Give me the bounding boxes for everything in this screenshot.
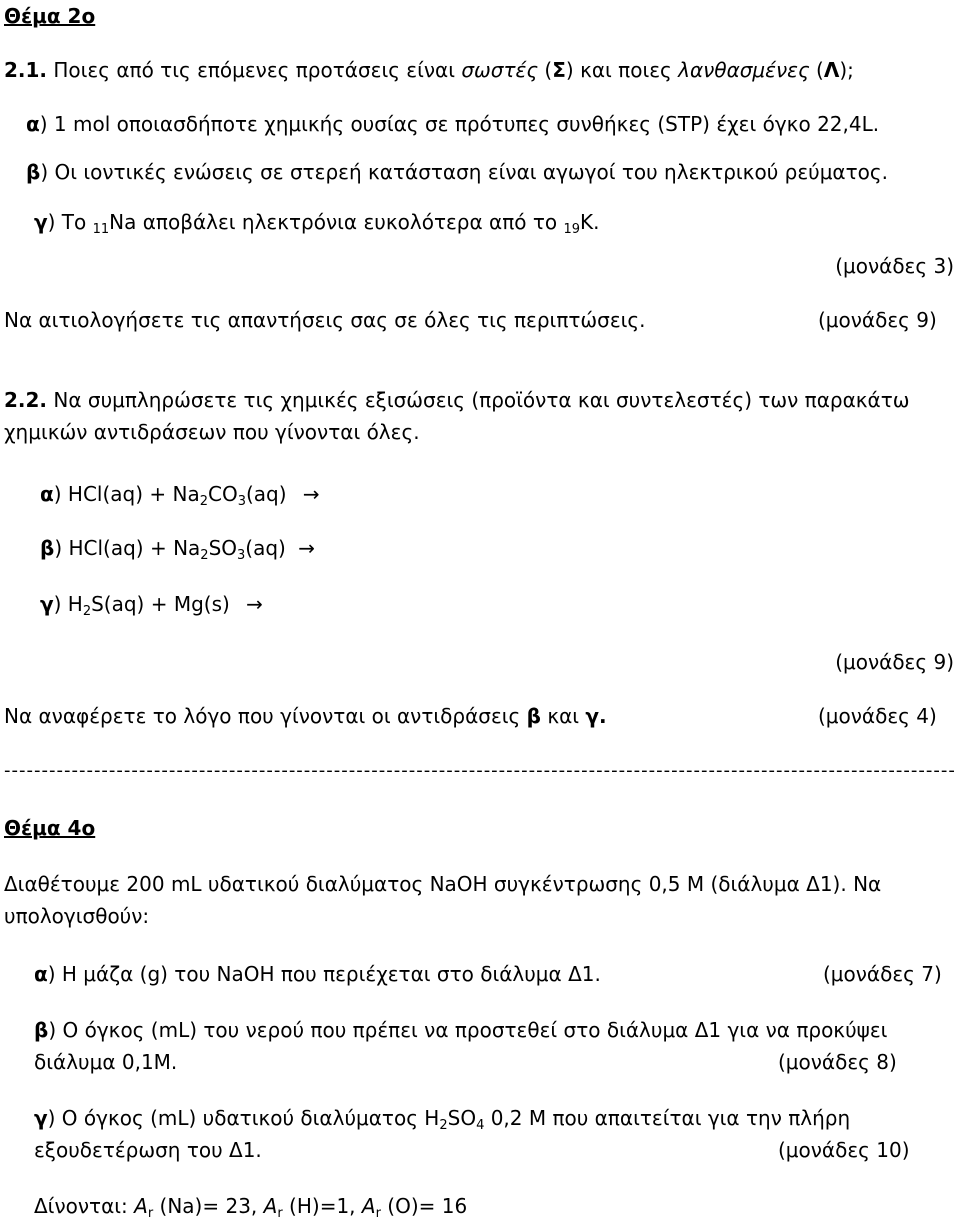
- equation-g-part2: S(aq) + Mg(s): [91, 592, 230, 616]
- equation-a-part1: ) HCl(aq) + Na: [53, 482, 200, 506]
- item-g-text-b: Na αποβάλει ηλεκτρόνια ευκολότερα από το: [109, 210, 564, 234]
- question-4g-line1: [34, 1106, 850, 1134]
- question-2-1-number: 2.1.: [4, 58, 48, 82]
- question-2-2-number: 2.2.: [4, 388, 48, 412]
- question-2-1-text-d: (: [809, 58, 824, 82]
- ar-symbol: A: [263, 1194, 278, 1218]
- equation-g-sub1: 2: [82, 604, 92, 619]
- question-2-2-line1: [4, 388, 910, 412]
- ar-subscript: r: [375, 1206, 381, 1221]
- reaction-arrow-icon: →: [298, 536, 315, 560]
- item-a: [26, 112, 879, 136]
- reaction-arrow-icon: →: [246, 592, 263, 616]
- item-b: [26, 160, 888, 184]
- equation-a-sub2: 3: [237, 494, 246, 509]
- question-4a-text: ) Η μάζα (g) του NaOH που περιέχεται στο διάλυμα Δ1.: [47, 962, 601, 986]
- reason-text-a: Να αναφέρετε το λόγο που γίνονται οι αντιδράσεις: [4, 704, 527, 728]
- question-2-1-text-b: (: [538, 58, 553, 82]
- given-o: (O)= 16: [380, 1194, 468, 1218]
- equation-b-part2: SO: [208, 536, 238, 560]
- question-4g-part2: SO: [447, 1106, 477, 1130]
- ar-symbol: A: [361, 1194, 376, 1218]
- justify-instruction: Να αιτιολογήσετε τις απαντήσεις σας σε όλες τις περιπτώσεις.: [4, 308, 646, 332]
- reason-instruction: [4, 704, 607, 728]
- question-4g-part1: ) Ο όγκος (mL) υδατικού διαλύματος H: [47, 1106, 440, 1130]
- item-g-label: γ: [34, 210, 48, 234]
- reason-text-b: και: [540, 704, 586, 728]
- equation-b-part1: ) HCl(aq) + Na: [54, 536, 201, 560]
- question-4b-label: β: [34, 1018, 49, 1042]
- question-4g-sub1: 2: [439, 1118, 448, 1133]
- na-atomic-number: 11: [92, 222, 110, 237]
- question-2-2-text: Να συμπληρώσετε τις χημικές εξισώσεις (προϊόντα και συντελεστές) των παρακάτω: [47, 388, 910, 412]
- given-na: (Na)= 23,: [153, 1194, 264, 1218]
- given-label: Δίνονται:: [34, 1194, 135, 1218]
- equation-b-label: β: [40, 536, 55, 560]
- given-values: [34, 1194, 467, 1222]
- question-4a: [34, 962, 601, 986]
- question-4g-line2: εξουδετέρωση του Δ1.: [34, 1138, 262, 1162]
- sigma-symbol: Σ: [552, 58, 566, 82]
- equation-b-part3: (aq): [245, 536, 286, 560]
- points-8: (μονάδες 8): [778, 1050, 897, 1074]
- question-4b-line1: [34, 1018, 887, 1042]
- equation-a-part3: (aq): [246, 482, 287, 506]
- points-10: (μονάδες 10): [778, 1138, 910, 1162]
- points-9-equations: (μονάδες 9): [835, 650, 954, 674]
- topic4-intro-line1: Διαθέτουμε 200 mL υδατικού διαλύματος NaOH συγκέντρωσης 0,5 M (διάλυμα Δ1). Να: [4, 872, 882, 896]
- reason-b: β: [526, 704, 541, 728]
- item-b-text: ) Οι ιοντικές ενώσεις σε στερεή κατάσταση είναι αγωγοί του ηλεκτρικού ρεύματος.: [40, 160, 888, 184]
- equation-a-part2: CO: [208, 482, 238, 506]
- ar-subscript: r: [147, 1206, 154, 1221]
- question-2-1-text-c: ) και ποιες: [565, 58, 679, 82]
- question-2-2-line2: χημικών αντιδράσεων που γίνονται όλες.: [4, 420, 420, 444]
- question-2-1: [4, 58, 854, 82]
- question-4b-text: ) Ο όγκος (mL) του νερού που πρέπει να προστεθεί στο διάλυμα Δ1 για να προκύψει: [48, 1018, 888, 1042]
- points-9-justify: (μονάδες 9): [818, 308, 937, 332]
- reason-text-c: .: [599, 704, 607, 728]
- equation-a-label: α: [40, 482, 54, 506]
- item-g-text-c: K.: [580, 210, 600, 234]
- question-4g-label: γ: [34, 1106, 48, 1130]
- given-h: (H)=1,: [282, 1194, 362, 1218]
- points-3: (μονάδες 3): [835, 254, 954, 278]
- item-g-text-a: ) Το: [47, 210, 93, 234]
- reaction-arrow-icon: →: [302, 482, 320, 506]
- question-2-1-text-e: );: [839, 58, 854, 82]
- ar-symbol: A: [134, 1194, 148, 1218]
- question-2-1-text-a: Ποιες από τις επόμενες προτάσεις είναι: [53, 58, 462, 82]
- item-b-label: β: [26, 160, 41, 184]
- item-a-text: ) 1 mol οποιασδήποτε χημικής ουσίας σε πρότυπες συνθήκες (STP) έχει όγκο 22,4L.: [39, 112, 880, 136]
- question-4b-line2: διάλυμα 0,1M.: [34, 1050, 178, 1074]
- topic4-intro-line2: υπολογισθούν:: [4, 904, 150, 928]
- topic4-heading: Θέμα 4ο: [4, 816, 96, 840]
- correct-word: σωστές: [461, 58, 539, 82]
- equation-b: [40, 536, 315, 564]
- question-4g-sub2: 4: [476, 1118, 485, 1133]
- equation-b-sub1: 2: [200, 548, 209, 563]
- reason-g: γ: [585, 704, 600, 728]
- topic2-heading: Θέμα 2ο: [4, 4, 96, 28]
- ar-subscript: r: [277, 1206, 283, 1221]
- equation-a: [40, 482, 320, 510]
- section-separator: -------------------------------------------------------------------------------------------------------------------------------: [4, 760, 956, 781]
- points-7: (μονάδες 7): [823, 962, 942, 986]
- points-4: (μονάδες 4): [818, 704, 937, 728]
- equation-g: [40, 592, 263, 620]
- item-a-label: α: [26, 112, 40, 136]
- question-4a-label: α: [34, 962, 48, 986]
- equation-g-label: γ: [40, 592, 54, 616]
- equation-a-sub1: 2: [199, 494, 208, 509]
- wrong-word: λανθασμένες: [678, 58, 810, 82]
- question-4g-part3: 0,2 M που απαιτείται για την πλήρη: [484, 1106, 851, 1130]
- equation-g-part1: ) H: [53, 592, 83, 616]
- item-g: [34, 210, 600, 238]
- equation-b-sub2: 3: [237, 548, 246, 563]
- k-atomic-number: 19: [563, 222, 581, 237]
- lambda-symbol: Λ: [823, 58, 840, 82]
